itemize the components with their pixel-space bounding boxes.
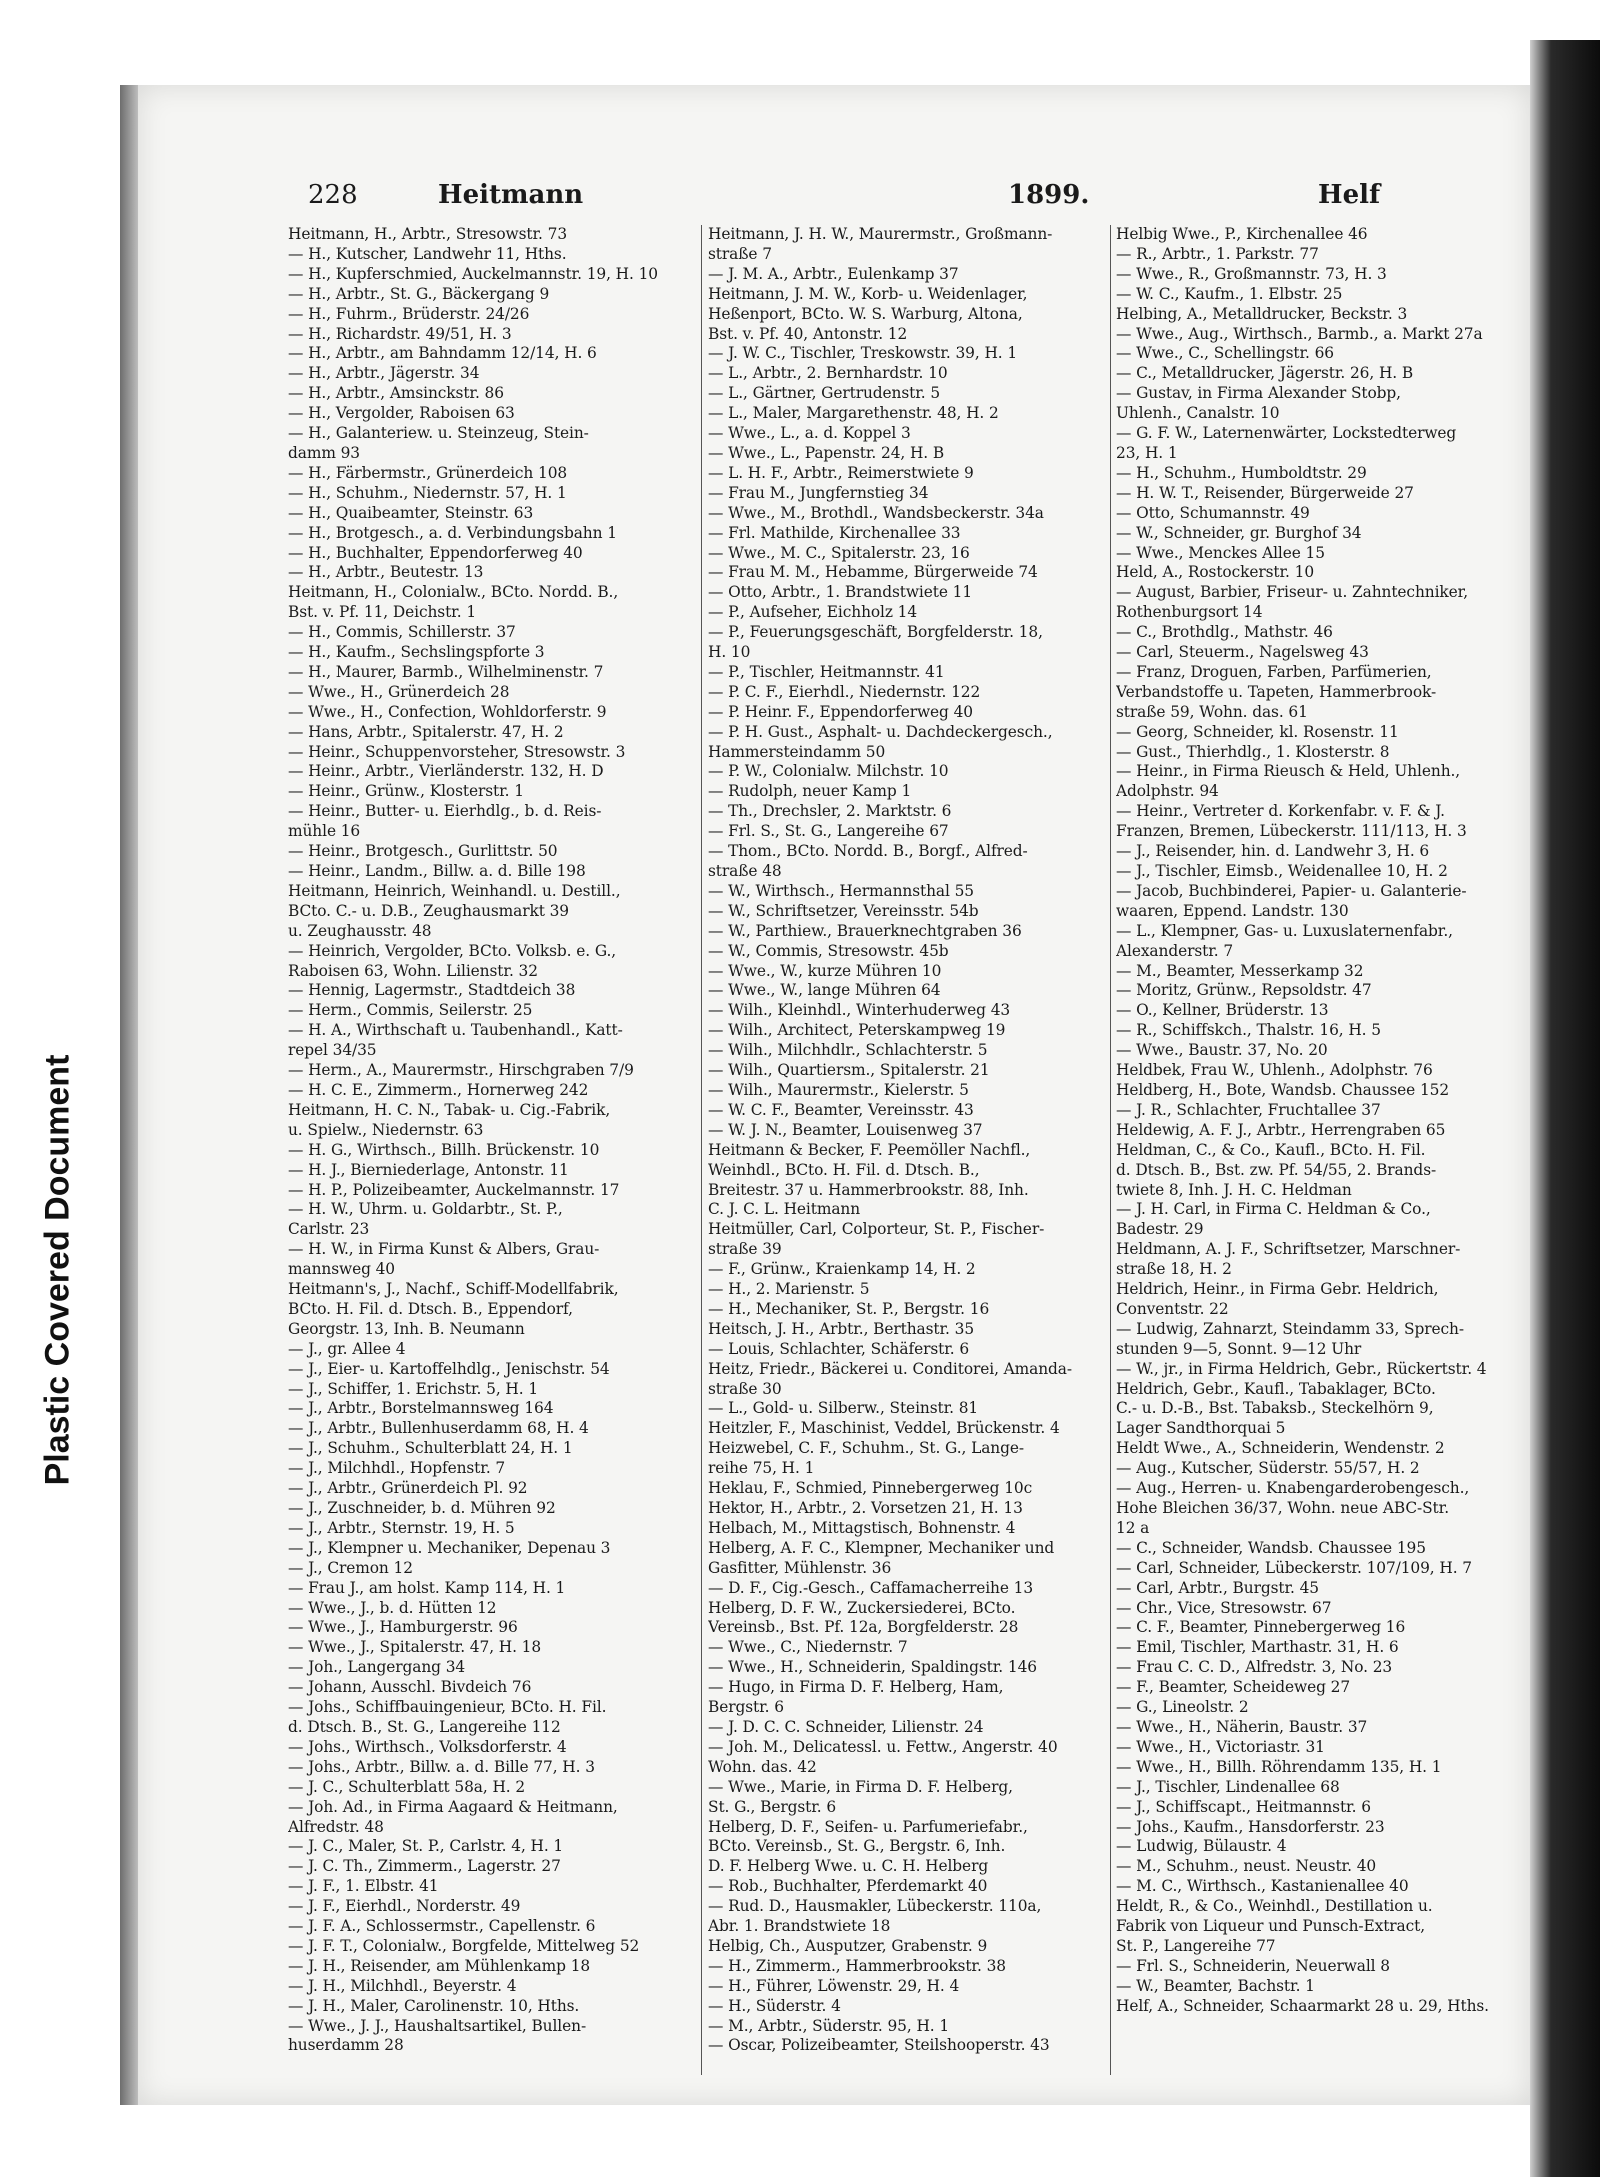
directory-line: — Heinr., Landm., Billw. a. d. Bille 198 (288, 862, 586, 880)
directory-line: — J. H. Carl, in Firma C. Heldman & Co., (1116, 1200, 1431, 1219)
directory-line: Raboisen 63, Wohn. Lilienstr. 32 (288, 961, 538, 980)
directory-line: — H., Richardstr. 49/51, H. 3 (288, 324, 512, 343)
directory-line: Georgstr. 13, Inh. B. Neumann (288, 1319, 525, 1338)
directory-line: — Johs., Kaufm., Hansdorferstr. 23 (1116, 1817, 1385, 1836)
directory-line: — Heinr., in Firma Rieusch & Held, Uhlenh., (1116, 762, 1461, 781)
directory-line: — J., Reisender, hin. d. Landwehr 3, H. 6 (1116, 842, 1430, 861)
directory-line: — Heinr., Butter- u. Eierhdlg., b. d. Reis- (288, 802, 602, 821)
directory-line: C. J. C. L. Heitmann (708, 1200, 861, 1219)
directory-line: — H., Quaibeamter, Steinstr. 63 (288, 503, 534, 522)
directory-line: Hohe Bleichen 36/37, Wohn. neue ABC-Str. (1116, 1499, 1449, 1517)
directory-line: repel 34/35 (288, 1041, 377, 1060)
directory-line: — Frl. S., Schneiderin, Neuerwall 8 (1116, 1956, 1390, 1975)
directory-line: — Johs., Wirthsch., Volksdorferstr. 4 (288, 1737, 567, 1756)
directory-line: straße 39 (708, 1240, 782, 1259)
directory-line: — Franz, Droguen, Farben, Parfümerien, (1116, 662, 1432, 681)
directory-line: Bergstr. 6 (708, 1698, 784, 1717)
directory-line: Heldmann, A. J. F., Schriftsetzer, Marschner- (1116, 1240, 1461, 1259)
directory-line: Helberg, A. F. C., Klempner, Mechaniker und (708, 1538, 1055, 1557)
directory-line: — L., Klempner, Gas- u. Luxuslaternenfabr., (1116, 921, 1453, 940)
directory-line: Heitmann, H., Arbtr., Stresowstr. 73 (288, 225, 568, 243)
directory-line: Heldrich, Gebr., Kaufl., Tabaklager, BCto. (1116, 1379, 1436, 1398)
directory-line: — Wilh., Maurermstr., Kielerstr. 5 (708, 1080, 969, 1099)
directory-line: — W., Wirthsch., Hermannsthal 55 (708, 881, 974, 900)
directory-line: — H. C. E., Zimmerm., Hornerweg 242 (288, 1080, 589, 1099)
directory-line: Gasfitter, Mühlenstr. 36 (708, 1558, 892, 1577)
directory-line: — C., Brothdlg., Mathstr. 46 (1116, 623, 1333, 642)
directory-line: — Th., Drechsler, 2. Marktstr. 6 (708, 802, 952, 821)
directory-line: — G., Lineolstr. 2 (1116, 1698, 1249, 1717)
directory-line: — Heinr., Vertreter d. Korkenfabr. v. F. & J. (1116, 802, 1445, 821)
directory-line: damm 93 (288, 443, 360, 462)
directory-line: — W., Commis, Stresowstr. 45b (708, 941, 949, 960)
scan-edge-right (1530, 40, 1600, 2177)
directory-line: — Wwe., L., a. d. Koppel 3 (708, 424, 911, 443)
directory-line: — Johs., Arbtr., Billw. a. d. Bille 77, H. 3 (288, 1757, 595, 1776)
directory-line: — J., Arbtr., Sternstr. 19, H. 5 (288, 1518, 515, 1537)
column-2 (708, 225, 1108, 2056)
column-rule (701, 225, 702, 2075)
directory-line: 23, H. 1 (1116, 443, 1178, 462)
directory-line: — Hennig, Lagermstr., Stadtdeich 38 (288, 981, 576, 1000)
directory-line: Franzen, Bremen, Lübeckerstr. 111/113, H. 3 (1116, 822, 1467, 841)
directory-line: — Wwe., J., Hamburgerstr. 96 (288, 1618, 518, 1637)
directory-line: — Gustav, in Firma Alexander Stobp, (1116, 384, 1401, 403)
directory-line: Helbing, A., Metalldrucker, Beckstr. 3 (1116, 304, 1408, 323)
directory-line: — J., Arbtr., Grünerdeich Pl. 92 (288, 1479, 528, 1498)
directory-line: Alfredstr. 48 (288, 1817, 384, 1836)
directory-line: Helberg, D. F., Seifen- u. Parfumeriefabr., (708, 1817, 1028, 1836)
directory-line: Heitsch, J. H., Arbtr., Berthastr. 35 (708, 1319, 975, 1338)
directory-line: Heitmann & Becker, F. Peemöller Nachfl., (708, 1140, 1031, 1159)
directory-line: — L., Arbtr., 2. Bernhardstr. 10 (708, 364, 948, 383)
directory-line: Verbandstoffe u. Tapeten, Hammerbrook- (1116, 682, 1437, 701)
document-page (138, 85, 1530, 2105)
directory-line: Hammersteindamm 50 (708, 742, 886, 761)
directory-line: — W., Schneider, gr. Burghof 34 (1116, 523, 1362, 542)
year: 1899. (1008, 180, 1090, 210)
directory-line: — Carl, Arbtr., Burgstr. 45 (1116, 1578, 1319, 1597)
directory-line: — J., Klempner u. Mechaniker, Depenau 3 (288, 1538, 611, 1557)
scan-edge-left (120, 85, 138, 2105)
directory-line: — J. M. A., Arbtr., Eulenkamp 37 (708, 264, 959, 283)
directory-line: — Frau M. M., Hebamme, Bürgerweide 74 (708, 563, 1038, 582)
directory-line: d. Dtsch. B., Bst. zw. Pf. 54/55, 2. Brands- (1116, 1160, 1437, 1179)
directory-line: — Carl, Schneider, Lübeckerstr. 107/109, H. 7 (1116, 1558, 1472, 1577)
directory-line: — Frau C. C. D., Alfredstr. 3, No. 23 (1116, 1658, 1393, 1677)
directory-line: straße 7 (708, 244, 772, 263)
directory-line: Heldt, R., & Co., Weinhdl., Destillation u. (1116, 1897, 1433, 1916)
directory-line: — W. C., Kaufm., 1. Elbstr. 25 (1116, 284, 1343, 303)
directory-line: Conventstr. 22 (1116, 1299, 1229, 1318)
directory-line: — P. Heinr. F., Eppendorferweg 40 (708, 702, 973, 721)
directory-line: — J. C. Th., Zimmerm., Lagerstr. 27 (288, 1857, 561, 1876)
directory-line: — Johs., Schiffbauingenieur, BCto. H. Fil. (288, 1698, 607, 1717)
directory-line: — Frl. S., St. G., Langereihe 67 (708, 822, 949, 841)
directory-line: — W., Beamter, Bachstr. 1 (1116, 1976, 1315, 1995)
directory-line: — H., 2. Marienstr. 5 (708, 1280, 870, 1299)
directory-line: — J. C., Maler, St. P., Carlstr. 4, H. 1 (288, 1837, 564, 1856)
directory-line: — Frau J., am holst. Kamp 114, H. 1 (288, 1578, 566, 1597)
directory-line: straße 48 (708, 862, 782, 880)
directory-line: — P. W., Colonialw. Milchstr. 10 (708, 762, 949, 781)
directory-line: — H., Arbtr., am Bahndamm 12/14, H. 6 (288, 344, 597, 363)
directory-line: — W. J. N., Beamter, Louisenweg 37 (708, 1120, 983, 1139)
directory-line: — P., Tischler, Heitmannstr. 41 (708, 662, 945, 681)
directory-line: — Thom., BCto. Nordd. B., Borgf., Alfred- (708, 842, 1028, 861)
directory-line: Heitmann's, J., Nachf., Schiff-Modellfabrik, (288, 1280, 619, 1299)
directory-line: — M. C., Wirthsch., Kastanienallee 40 (1116, 1877, 1409, 1896)
directory-line: Abr. 1. Brandstwiete 18 (708, 1917, 891, 1936)
directory-line: Carlstr. 23 (288, 1220, 370, 1239)
directory-line: — Heinrich, Vergolder, BCto. Volksb. e. G., (288, 941, 617, 960)
directory-line: — Wwe., Marie, in Firma D. F. Helberg, (708, 1777, 1013, 1796)
directory-line: — Aug., Herren- u. Knabengarderobengesch., (1116, 1479, 1470, 1498)
directory-line: — Wwe., C., Niedernstr. 7 (708, 1638, 908, 1657)
directory-line: — Wwe., C., Schellingstr. 66 (1116, 344, 1334, 363)
directory-line: — R., Arbtr., 1. Parkstr. 77 (1116, 244, 1319, 263)
directory-line: — Wwe., H., Schneiderin, Spaldingstr. 146 (708, 1658, 1037, 1677)
directory-line: — W., Parthiew., Brauerknechtgraben 36 (708, 921, 1022, 940)
column-rule (1110, 225, 1111, 2075)
directory-line: — Wwe., J. J., Haushaltsartikel, Bullen- (288, 2016, 587, 2035)
directory-line: — J., Tischler, Eimsb., Weidenallee 10, H. 2 (1116, 862, 1448, 880)
directory-line: Heßenport, BCto. W. S. Warburg, Altona, (708, 304, 1023, 323)
directory-line: Weinhdl., BCto. H. Fil. d. Dtsch. B., (708, 1160, 980, 1179)
directory-line: — Wwe., Baustr. 37, No. 20 (1116, 1041, 1328, 1060)
directory-line: — J. F. A., Schlossermstr., Capellenstr. 6 (288, 1917, 596, 1936)
directory-line: — D. F., Cig.-Gesch., Caffamacherreihe 13 (708, 1578, 1034, 1597)
directory-line: — Rud. D., Hausmakler, Lübeckerstr. 110a, (708, 1897, 1042, 1916)
directory-line: Heldbek, Frau W., Uhlenh., Adolphstr. 76 (1116, 1061, 1433, 1080)
directory-line: — Wilh., Architect, Peterskampweg 19 (708, 1021, 1006, 1040)
running-head (138, 180, 1530, 220)
directory-line: — Herm., Commis, Seilerstr. 25 (288, 1001, 533, 1020)
directory-line: mannsweg 40 (288, 1260, 396, 1279)
headword-right: Helf (1318, 180, 1381, 210)
directory-line: — C. F., Beamter, Pinnebergerweg 16 (1116, 1618, 1406, 1637)
directory-line: — H. J., Bierniederlage, Antonstr. 11 (288, 1160, 569, 1179)
directory-line: — H. P., Polizeibeamter, Auckelmannstr. 17 (288, 1180, 620, 1199)
directory-line: — Hans, Arbtr., Spitalerstr. 47, H. 2 (288, 722, 564, 741)
directory-line: — J., Schiffer, 1. Erichstr. 5, H. 1 (288, 1379, 539, 1398)
directory-line: — Moritz, Grünw., Repsoldstr. 47 (1116, 981, 1372, 1000)
directory-line: — H., Arbtr., Jägerstr. 34 (288, 364, 480, 383)
side-label: Plastic Covered Document (38, 1054, 77, 1486)
directory-line: Heldman, C., & Co., Kaufl., BCto. H. Fil. (1116, 1140, 1426, 1159)
directory-line: — Frau M., Jungfernstieg 34 (708, 483, 929, 502)
directory-line: — H., Schuhm., Niedernstr. 57, H. 1 (288, 483, 567, 502)
directory-line: — H., Maurer, Barmb., Wilhelminenstr. 7 (288, 662, 604, 681)
directory-line: — P. H. Gust., Asphalt- u. Dachdeckergesch., (708, 722, 1053, 741)
directory-line: Heitz, Friedr., Bäckerei u. Conditorei, Amanda- (708, 1359, 1072, 1378)
directory-line: — Georg, Schneider, kl. Rosenstr. 11 (1116, 722, 1399, 741)
directory-line: mühle 16 (288, 822, 361, 841)
directory-line: waaren, Eppend. Landstr. 130 (1116, 901, 1349, 920)
directory-line: Heldberg, H., Bote, Wandsb. Chaussee 152 (1116, 1080, 1450, 1099)
directory-line: — W., jr., in Firma Heldrich, Gebr., Rückertstr. 4 (1116, 1359, 1487, 1378)
directory-line: H. 10 (708, 643, 751, 662)
page-number: 228 (308, 180, 358, 210)
directory-line: huserdamm 28 (288, 2036, 404, 2055)
directory-line: — O., Kellner, Brüderstr. 13 (1116, 1001, 1329, 1020)
directory-line: — H., Kupferschmied, Auckelmannstr. 19, H. 10 (288, 264, 658, 283)
directory-line: — Wilh., Kleinhdl., Winterhuderweg 43 (708, 1001, 1011, 1020)
directory-line: — G. F. W., Laternenwärter, Lockstedterweg (1116, 424, 1457, 443)
directory-line: Badestr. 29 (1116, 1220, 1204, 1239)
directory-line: Fabrik von Liqueur und Punsch-Extract, (1116, 1917, 1426, 1936)
directory-line: — H., Brotgesch., a. d. Verbindungsbahn 1 (288, 523, 617, 542)
directory-line: — Wwe., L., Papenstr. 24, H. B (708, 443, 945, 462)
directory-line: Heldrich, Heinr., in Firma Gebr. Heldrich, (1116, 1280, 1439, 1299)
directory-line: BCto. Vereinsb., St. G., Bergstr. 6, Inh. (708, 1837, 1006, 1856)
directory-line: straße 18, H. 2 (1116, 1260, 1232, 1279)
directory-line: Heitmann, H. C. N., Tabak- u. Cig.-Fabrik, (288, 1100, 611, 1119)
directory-line: — J., Zuschneider, b. d. Mühren 92 (288, 1499, 556, 1517)
directory-line: — Wwe., M. C., Spitalerstr. 23, 16 (708, 543, 970, 562)
directory-line: — Aug., Kutscher, Süderstr. 55/57, H. 2 (1116, 1459, 1420, 1478)
directory-line: — Otto, Schumannstr. 49 (1116, 503, 1310, 522)
directory-line: — Jacob, Buchbinderei, Papier- u. Galanterie- (1116, 881, 1467, 900)
directory-line: u. Zeughausstr. 48 (288, 921, 432, 940)
directory-line: — Herm., A., Maurermstr., Hirschgraben 7/9 (288, 1061, 634, 1080)
directory-line: — J. F., Eierhdl., Norderstr. 49 (288, 1897, 521, 1916)
directory-line: Helberg, D. F. W., Zuckersiederei, BCto. (708, 1598, 1016, 1617)
directory-line: — Oscar, Polizeibeamter, Steilshooperstr. 43 (708, 2036, 1050, 2055)
directory-line: — J. F. T., Colonialw., Borgfelde, Mittelweg 52 (288, 1936, 640, 1955)
directory-line: 12 a (1116, 1518, 1150, 1537)
directory-line: — L. H. F., Arbtr., Reimerstwiete 9 (708, 463, 974, 482)
directory-line: — H., Färbermstr., Grünerdeich 108 (288, 463, 568, 482)
directory-line: — M., Schuhm., neust. Neustr. 40 (1116, 1857, 1377, 1876)
directory-line: — Joh. M., Delicatessl. u. Fettw., Angerstr. 40 (708, 1737, 1058, 1756)
directory-line: — W., Schriftsetzer, Vereinsstr. 54b (708, 901, 979, 920)
directory-line: — H., Galanteriew. u. Steinzeug, Stein- (288, 424, 589, 443)
directory-line: — L., Gold- u. Silberw., Steinstr. 81 (708, 1399, 979, 1418)
directory-line: reihe 75, H. 1 (708, 1459, 815, 1478)
directory-line: Heitmann, H., Colonialw., BCto. Nordd. B., (288, 583, 619, 602)
directory-line: — H. W., Uhrm. u. Goldarbtr., St. P., (288, 1200, 563, 1219)
directory-line: — Ludwig, Bülaustr. 4 (1116, 1837, 1287, 1856)
directory-line: Helf, A., Schneider, Schaarmarkt 28 u. 29, Hths. (1116, 1996, 1489, 2015)
directory-line: — H., Buchhalter, Eppendorferweg 40 (288, 543, 583, 562)
directory-line: Heitmann, Heinrich, Weinhandl. u. Destill., (288, 881, 621, 900)
directory-line: — Wwe., H., Confection, Wohldorferstr. 9 (288, 702, 607, 721)
directory-line: — August, Barbier, Friseur- u. Zahntechniker, (1116, 583, 1468, 602)
directory-line: St. G., Bergstr. 6 (708, 1797, 837, 1816)
directory-line: — J. F., 1. Elbstr. 41 (288, 1877, 439, 1896)
directory-line: — J., Schuhm., Schulterblatt 24, H. 1 (288, 1439, 573, 1458)
directory-line: — Wwe., H., Billh. Röhrendamm 135, H. 1 (1116, 1757, 1442, 1776)
directory-line: — H., Commis, Schillerstr. 37 (288, 623, 516, 642)
directory-line: — Heinr., Brotgesch., Gurlittstr. 50 (288, 842, 558, 861)
directory-line: — H., Arbtr., Amsinckstr. 86 (288, 384, 504, 403)
directory-line: — Wwe., H., Grünerdeich 28 (288, 682, 510, 701)
directory-line: — J. R., Schlachter, Fruchtallee 37 (1116, 1100, 1381, 1119)
directory-line: — Wwe., M., Brothdl., Wandsbeckerstr. 34a (708, 503, 1044, 522)
directory-line: — J. H., Reisender, am Mühlenkamp 18 (288, 1956, 591, 1975)
directory-line: Heldt Wwe., A., Schneiderin, Wendenstr. 2 (1116, 1439, 1445, 1458)
directory-line: Wohn. das. 42 (708, 1757, 817, 1776)
directory-line: — C., Metalldrucker, Jägerstr. 26, H. B (1116, 364, 1414, 383)
directory-line: BCto. H. Fil. d. Dtsch. B., Eppendorf, (288, 1299, 573, 1318)
directory-line: Bst. v. Pf. 11, Deichstr. 1 (288, 603, 477, 622)
directory-line: — M., Beamter, Messerkamp 32 (1116, 961, 1364, 980)
directory-line: Adolphstr. 94 (1116, 782, 1219, 801)
directory-line: Heitmüller, Carl, Colporteur, St. P., Fischer- (708, 1220, 1045, 1239)
directory-line: — W. C. F., Beamter, Vereinsstr. 43 (708, 1100, 974, 1119)
directory-line: — H., Kutscher, Landwehr 11, Hths. (288, 244, 567, 263)
directory-line: BCto. C.- u. D.B., Zeughausmarkt 39 (288, 901, 569, 920)
directory-line: — J., Arbtr., Borstelmannsweg 164 (288, 1399, 554, 1418)
directory-line: C.- u. D.-B., Bst. Tabaksb., Steckelhörn 9, (1116, 1399, 1434, 1418)
directory-line: — Wwe., J., Spitalerstr. 47, H. 18 (288, 1638, 542, 1657)
directory-line: — Joh. Ad., in Firma Aagaard & Heitmann, (288, 1797, 618, 1816)
directory-line: — Wwe., H., Näherin, Baustr. 37 (1116, 1717, 1368, 1736)
directory-line: — C., Schneider, Wandsb. Chaussee 195 (1116, 1538, 1426, 1557)
directory-line: — H., Mechaniker, St. P., Bergstr. 16 (708, 1299, 990, 1318)
directory-line: — M., Arbtr., Süderstr. 95, H. 1 (708, 2016, 950, 2035)
directory-line: — Frl. Mathilde, Kirchenallee 33 (708, 523, 961, 542)
directory-line: D. F. Helberg Wwe. u. C. H. Helberg (708, 1857, 989, 1876)
directory-line: — Gust., Thierhdlg., 1. Klosterstr. 8 (1116, 742, 1390, 761)
directory-line: — J., Arbtr., Bullenhuserdamm 68, H. 4 (288, 1419, 589, 1438)
directory-line: — Heinr., Schuppenvorsteher, Stresowstr. 3 (288, 742, 626, 761)
directory-line: d. Dtsch. B., St. G., Langereihe 112 (288, 1717, 561, 1736)
directory-line: stunden 9—5, Sonnt. 9—12 Uhr (1116, 1339, 1362, 1358)
column-3 (1116, 225, 1526, 2017)
directory-line: — Wilh., Quartiersm., Spitalerstr. 21 (708, 1061, 990, 1080)
directory-line: — Heinr., Arbtr., Vierländerstr. 132, H. D (288, 762, 604, 781)
directory-line: — H., Kaufm., Sechslingspforte 3 (288, 643, 545, 662)
directory-line: Heizwebel, C. F., Schuhm., St. G., Lange- (708, 1439, 1024, 1458)
directory-line: Heitmann, J. M. W., Korb- u. Weidenlager, (708, 284, 1028, 303)
directory-line: Helbig, Ch., Ausputzer, Grabenstr. 9 (708, 1936, 988, 1955)
directory-line: — J., Cremon 12 (288, 1558, 413, 1577)
directory-line: Uhlenh., Canalstr. 10 (1116, 404, 1280, 423)
directory-line: Rothenburgsort 14 (1116, 603, 1263, 622)
directory-line: Hektor, H., Arbtr., 2. Vorsetzen 21, H. 13 (708, 1499, 1023, 1517)
directory-line: — P., Feuerungsgeschäft, Borgfelderstr. 18, (708, 623, 1043, 642)
directory-line: — Hugo, in Firma D. F. Helberg, Ham, (708, 1678, 1004, 1697)
directory-line: — H., Süderstr. 4 (708, 1996, 841, 2015)
directory-line: — Rudolph, neuer Kamp 1 (708, 782, 912, 801)
directory-line: St. P., Langereihe 77 (1116, 1936, 1276, 1955)
directory-line: Lager Sandthorquai 5 (1116, 1419, 1286, 1438)
column-1 (288, 225, 698, 2056)
directory-line: — J., Milchhdl., Hopfenstr. 7 (288, 1459, 506, 1478)
directory-line: u. Spielw., Niedernstr. 63 (288, 1120, 484, 1139)
directory-line: Heldewig, A. F. J., Arbtr., Herrengraben 65 (1116, 1120, 1446, 1139)
directory-line: Heklau, F., Schmied, Pinnebergerweg 10c (708, 1479, 1033, 1498)
directory-line: — L., Maler, Margarethenstr. 48, H. 2 (708, 404, 999, 423)
directory-line: — Wwe., Menckes Allee 15 (1116, 543, 1325, 562)
directory-line: — H. W., in Firma Kunst & Albers, Grau- (288, 1240, 600, 1259)
directory-line: — H., Schuhm., Humboldtstr. 29 (1116, 463, 1367, 482)
directory-line: — F., Beamter, Scheideweg 27 (1116, 1678, 1351, 1697)
directory-line: — H., Arbtr., Beutestr. 13 (288, 563, 484, 582)
directory-line: — J., Schiffscapt., Heitmannstr. 6 (1116, 1797, 1371, 1816)
directory-line: — H., Führer, Löwenstr. 29, H. 4 (708, 1976, 960, 1995)
directory-line: — R., Schiffskch., Thalstr. 16, H. 5 (1116, 1021, 1381, 1040)
directory-line: — Wwe., R., Großmannstr. 73, H. 3 (1116, 264, 1387, 283)
directory-line: Heitzler, F., Maschinist, Veddel, Brückenstr. 4 (708, 1419, 1060, 1438)
directory-line: — H. W. T., Reisender, Bürgerweide 27 (1116, 483, 1414, 502)
directory-line: — J. W. C., Tischler, Treskowstr. 39, H. 1 (708, 344, 1018, 363)
directory-line: — H. G., Wirthsch., Billh. Brückenstr. 10 (288, 1140, 600, 1159)
directory-line: Helbig Wwe., P., Kirchenallee 46 (1116, 225, 1368, 243)
directory-line: — Wwe., W., lange Mühren 64 (708, 981, 941, 1000)
directory-line: — J. D. C. C. Schneider, Lilienstr. 24 (708, 1717, 984, 1736)
directory-line: Held, A., Rostockerstr. 10 (1116, 563, 1315, 582)
directory-line: — Wwe., Aug., Wirthsch., Barmb., a. Markt 27a (1116, 324, 1483, 343)
directory-line: Vereinsb., Bst. Pf. 12a, Borgfelderstr. 28 (708, 1618, 1019, 1637)
side-label-strip (0, 0, 120, 2177)
directory-line: straße 30 (708, 1379, 782, 1398)
directory-line: — Joh., Langergang 34 (288, 1658, 466, 1677)
directory-line: — Wwe., J., b. d. Hütten 12 (288, 1598, 497, 1617)
directory-line: Bst. v. Pf. 40, Antonstr. 12 (708, 324, 908, 343)
directory-line: — Wwe., W., kurze Mühren 10 (708, 961, 942, 980)
directory-line: — J., gr. Allee 4 (288, 1339, 406, 1358)
directory-line: — J., Eier- u. Kartoffelhdlg., Jenischstr. 54 (288, 1359, 610, 1378)
directory-line: — P., Aufseher, Eichholz 14 (708, 603, 918, 622)
directory-line: straße 59, Wohn. das. 61 (1116, 702, 1308, 721)
directory-line: — J. C., Schulterblatt 58a, H. 2 (288, 1777, 526, 1796)
directory-line: — Carl, Steuerm., Nagelsweg 43 (1116, 643, 1369, 662)
directory-line: — H., Zimmerm., Hammerbrookstr. 38 (708, 1956, 1006, 1975)
directory-line: — Louis, Schlachter, Schäferstr. 6 (708, 1339, 970, 1358)
directory-line: — Rob., Buchhalter, Pferdemarkt 40 (708, 1877, 988, 1896)
directory-line: — P. C. F., Eierhdl., Niedernstr. 122 (708, 682, 981, 701)
directory-line: — Johann, Ausschl. Bivdeich 76 (288, 1678, 532, 1697)
directory-line: — Chr., Vice, Stresowstr. 67 (1116, 1598, 1332, 1617)
directory-line: — Otto, Arbtr., 1. Brandstwiete 11 (708, 583, 973, 602)
directory-line: — Heinr., Grünw., Klosterstr. 1 (288, 782, 524, 801)
directory-line: Breitestr. 37 u. Hammerbrookstr. 88, Inh. (708, 1180, 1029, 1199)
directory-line: Alexanderstr. 7 (1116, 941, 1234, 960)
directory-line: — J., Tischler, Lindenallee 68 (1116, 1777, 1340, 1796)
directory-line: — F., Grünw., Kraienkamp 14, H. 2 (708, 1260, 976, 1279)
directory-line: — J. H., Maler, Carolinenstr. 10, Hths. (288, 1996, 580, 2015)
directory-line: — H., Fuhrm., Brüderstr. 24/26 (288, 304, 530, 323)
directory-line: — Ludwig, Zahnarzt, Steindamm 33, Sprech- (1116, 1319, 1464, 1338)
directory-line: — H., Arbtr., St. G., Bäckergang 9 (288, 284, 550, 303)
headword-left: Heitmann (438, 180, 584, 210)
directory-line: — J. H., Milchhdl., Beyerstr. 4 (288, 1976, 517, 1995)
directory-line: — H. A., Wirthschaft u. Taubenhandl., Katt- (288, 1021, 623, 1040)
directory-line: — L., Gärtner, Gertrudenstr. 5 (708, 384, 941, 403)
directory-line: twiete 8, Inh. J. H. C. Heldman (1116, 1180, 1352, 1199)
directory-line: — H., Vergolder, Raboisen 63 (288, 404, 515, 423)
directory-line: — Emil, Tischler, Marthastr. 31, H. 6 (1116, 1638, 1399, 1657)
directory-line: Heitmann, J. H. W., Maurermstr., Großmann- (708, 225, 1053, 243)
directory-line: Helbach, M., Mittagstisch, Bohnenstr. 4 (708, 1518, 1016, 1537)
directory-line: — Wwe., H., Victoriastr. 31 (1116, 1737, 1325, 1756)
directory-line: — Wilh., Milchhdlr., Schlachterstr. 5 (708, 1041, 988, 1060)
